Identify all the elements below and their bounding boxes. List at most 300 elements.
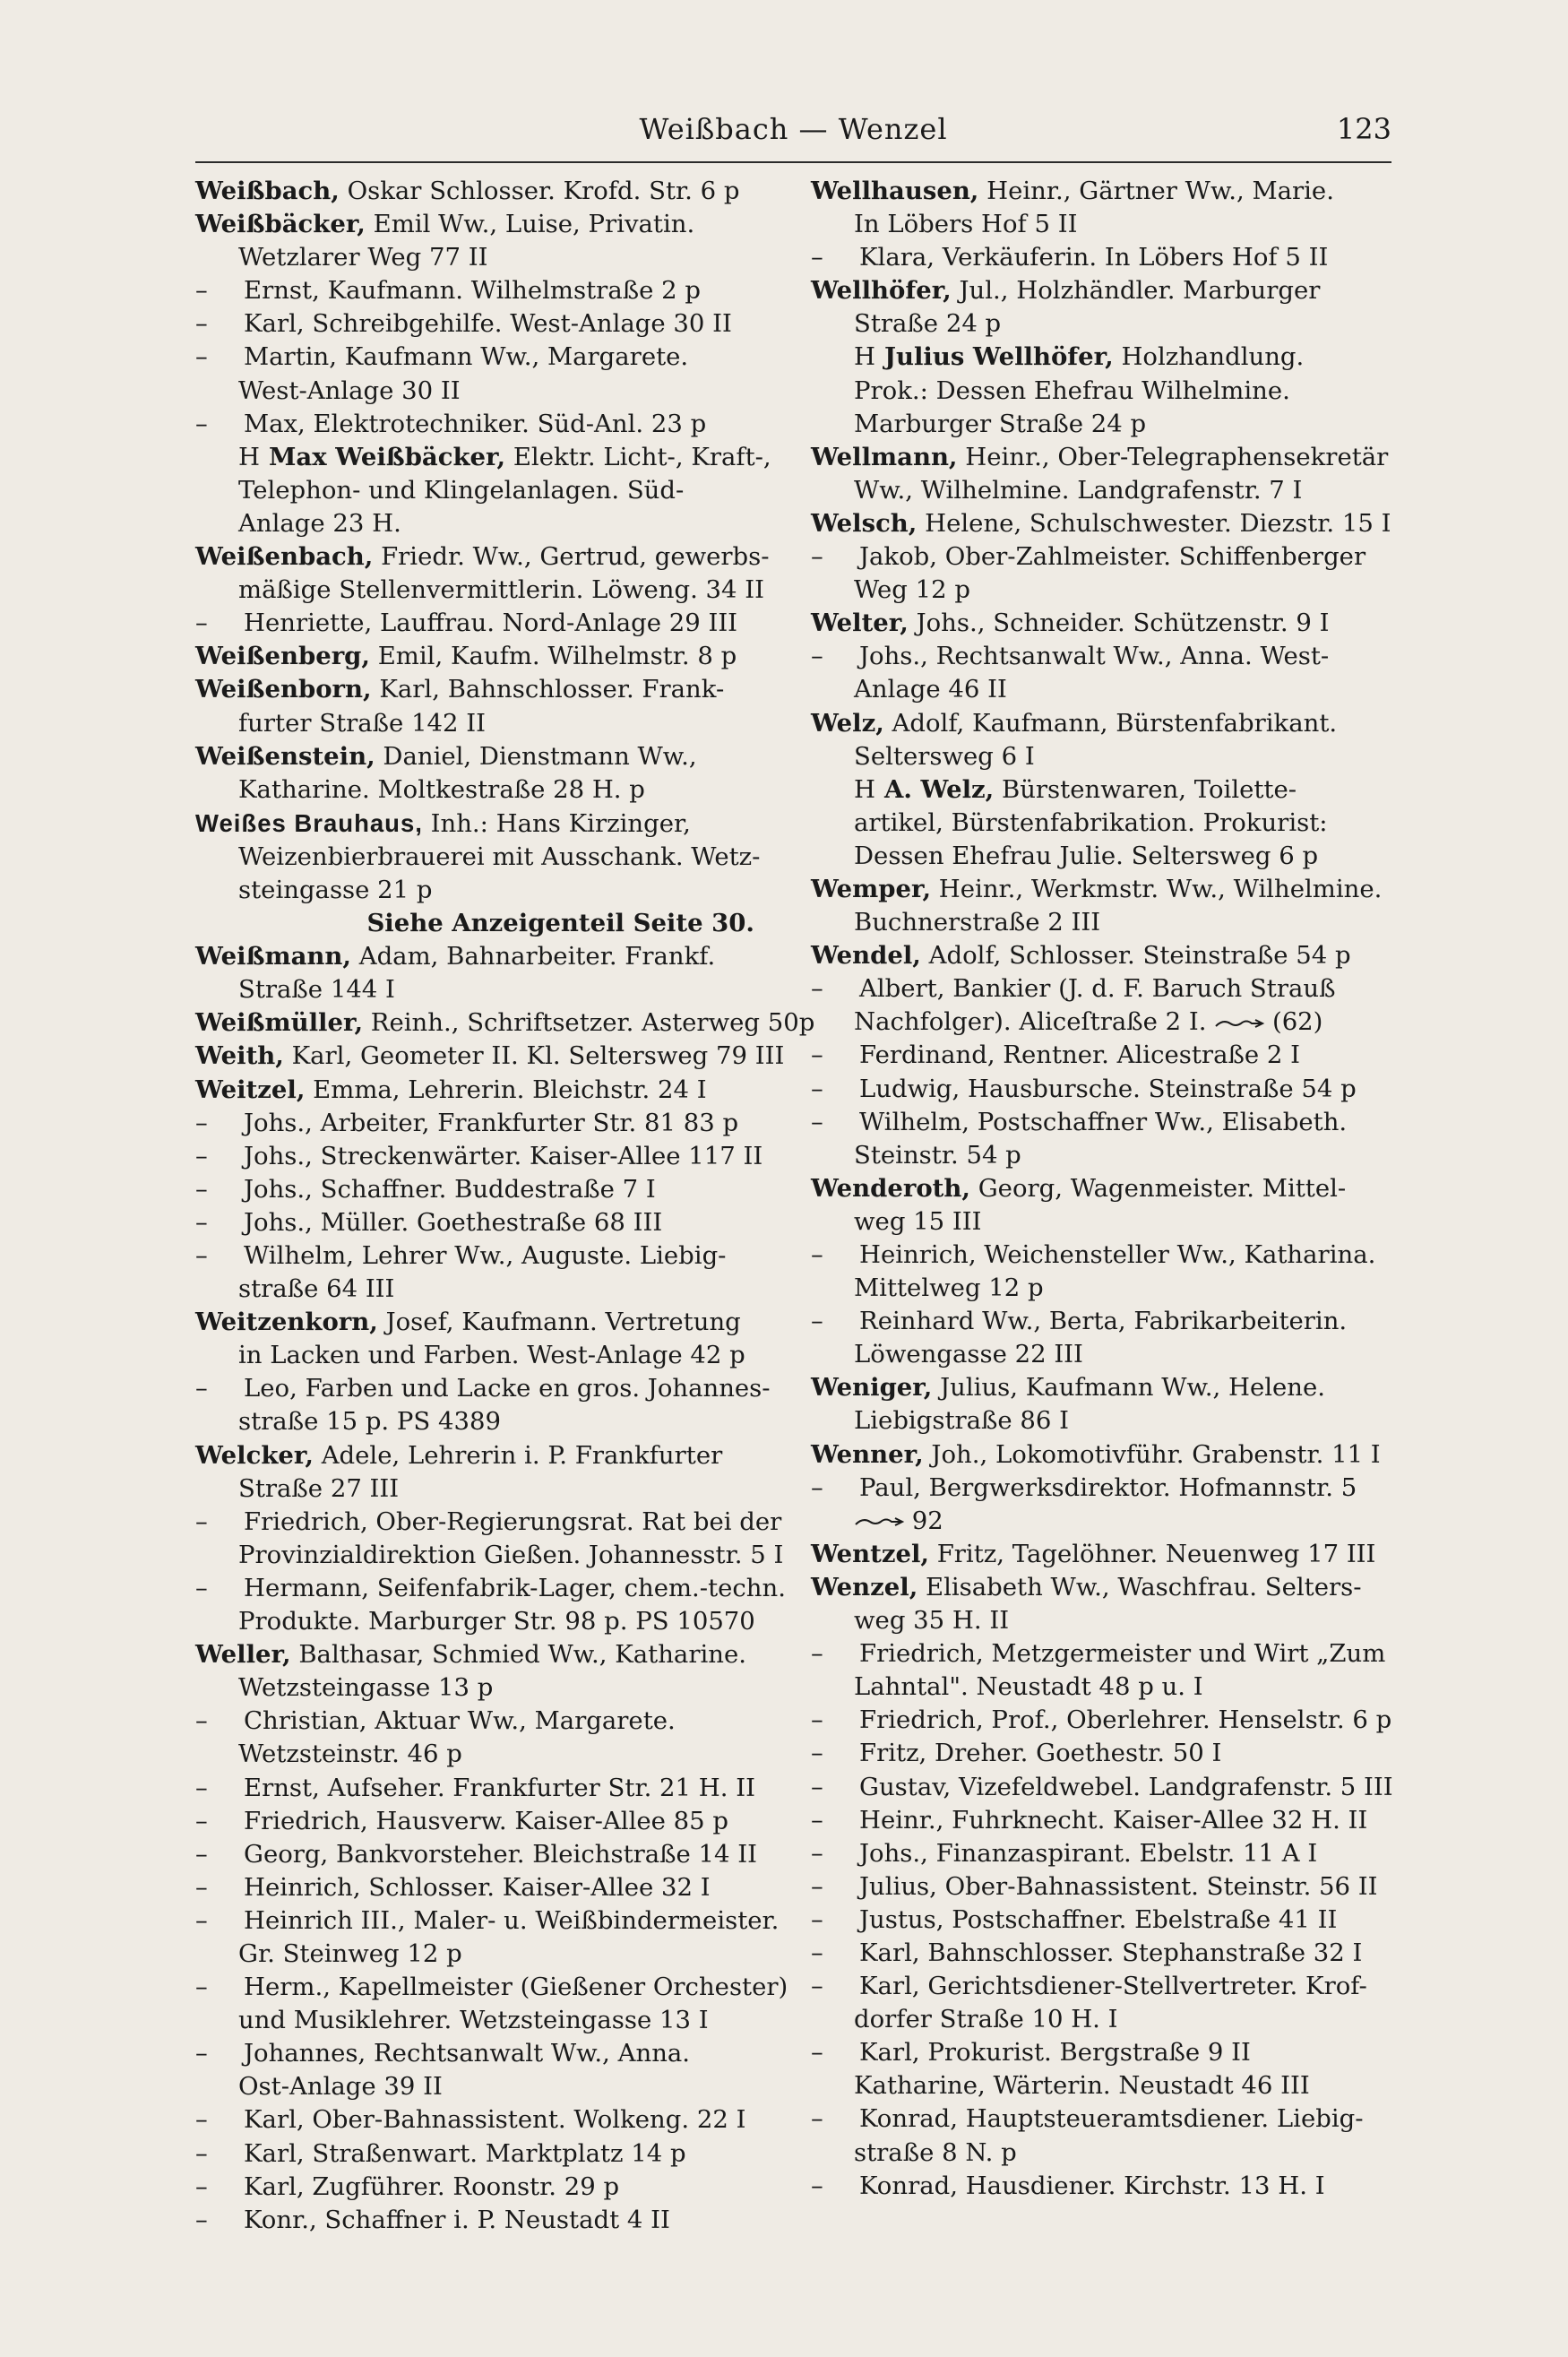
page-header (195, 112, 1391, 153)
continuation-line (811, 2069, 1374, 2102)
entry-surname: Weißmann, (195, 942, 351, 971)
entry-details: Friedrich, Hausverw. Kaiser-Allee 85 p (244, 1806, 728, 1835)
entry-details: Ferdinand, Rentner. Alicestraße 2 I (859, 1040, 1300, 1070)
entry-details: Heinrich III., Maler- u. Weißbindermeister. (244, 1905, 780, 1935)
entry-details: Weizenbierbrauerei mit Ausschank. Wetz- (238, 842, 761, 871)
sub-entry (195, 2137, 758, 2171)
entry-details: Adolf, Schlosser. Steinstraße 54 p (920, 941, 1351, 971)
continuation-line (195, 874, 758, 907)
entry-details: Ernst, Aufseher. Frankfurter Str. 21 H. II (244, 1773, 755, 1802)
sub-entry (811, 1737, 1374, 1770)
directory-entry (195, 740, 758, 773)
entry-details: Karl, Zugführer. Roonstr. 29 p (244, 2171, 620, 2201)
entry-details: Wetzsteingasse 13 p (238, 1673, 494, 1703)
entry-details: Helene, Schulschwester. Diezstr. 15 I (917, 508, 1391, 538)
ditto-dash: – (195, 2138, 208, 2168)
directory-entry (811, 607, 1374, 640)
ditto-dash: – (195, 2039, 208, 2068)
entry-surname: Wenzel, (811, 1572, 918, 1602)
entry-details: Produkte. Marburger Str. 98 p. PS 10570 (238, 1607, 755, 1636)
sub-entry (195, 1239, 758, 1273)
entry-details: und Musiklehrer. Wetzsteingasse 13 I (238, 2006, 709, 2035)
ditto-dash: – (195, 2171, 208, 2201)
telephone-icon (854, 1514, 904, 1530)
entry-details: Emil, Kaufm. Wilhelmstr. 8 p (369, 642, 737, 671)
entry-details: Holzhandlung. (1113, 342, 1305, 372)
register-marker: H (854, 774, 875, 804)
entry-details: Karl, Bahnschlosser. Frank- (371, 675, 725, 704)
directory-entry (811, 1538, 1374, 1571)
sub-entry (195, 607, 758, 640)
continuation-line (811, 2137, 1374, 2170)
entry-details: Katharine. Moltkestraße 28 H. p (238, 774, 645, 804)
entry-details: Provinzialdirektion Gießen. Johannesstr. 5 I (238, 1540, 784, 1569)
entry-surname: Weitzenkorn, (195, 1308, 378, 1337)
ditto-dash: – (195, 1108, 208, 1137)
entry-details: Anlage 23 H. (238, 508, 401, 538)
sub-entry (195, 307, 758, 341)
continuation-line (811, 474, 1374, 507)
continuation-line (195, 973, 758, 1006)
entry-details: Balthasar, Schmied Ww., Katharine. (290, 1640, 746, 1670)
entry-details: Johs., Schaffner. Buddestraße 7 I (244, 1174, 656, 1204)
continuation-line (811, 840, 1374, 873)
entry-details: Buchnerstraße 2 III (854, 908, 1101, 937)
entry-details: Julius, Kaufmann Ww., Helene. (932, 1373, 1326, 1403)
continuation-line (195, 507, 758, 540)
continuation-line (195, 375, 758, 408)
entry-details: Emil Ww., Luise, Privatin. (365, 210, 695, 239)
ditto-dash: – (811, 542, 823, 572)
entry-surname: Wellmann, (811, 442, 958, 471)
sub-entry (195, 1904, 780, 1938)
entry-details: Johs., Schneider. Schützenstr. 9 I (908, 609, 1330, 638)
continuation-line (195, 241, 758, 274)
sub-entry (195, 1805, 758, 1838)
sub-entry (195, 1506, 782, 1539)
directory-entry (195, 540, 770, 574)
sub-entry (811, 540, 1374, 574)
sub-entry (811, 1039, 1374, 1072)
sub-entry (811, 1904, 1374, 1937)
entry-details: Gr. Steinweg 12 p (238, 1938, 462, 1968)
continuation-line (195, 574, 765, 607)
firm-name: Max Weißbäcker, (268, 442, 506, 471)
entry-details: mäßige Stellenvermittlerin. Löweng. 34 II (238, 575, 765, 605)
ditto-dash: – (811, 1805, 823, 1835)
header-rule (195, 161, 1391, 163)
entry-surname: Wendel, (811, 941, 921, 971)
entry-surname: Wentzel, (811, 1539, 929, 1568)
ditto-dash: – (811, 1074, 823, 1103)
directory-entry (811, 1438, 1381, 1472)
sub-entry (195, 1971, 788, 2004)
continuation-line (811, 1139, 1374, 1172)
entry-surname: Weißbäcker, (195, 210, 366, 239)
firm-entry (811, 341, 1374, 374)
continuation-line (811, 906, 1374, 939)
entry-details: Prok.: Dessen Ehefrau Wilhelmine. (854, 376, 1290, 405)
continuation-line (195, 1472, 758, 1506)
ditto-dash: – (195, 1973, 208, 2002)
continuation-line (811, 375, 1374, 408)
directory-entry (195, 1074, 758, 1107)
entry-details: Wetzlarer Weg 77 II (238, 243, 488, 272)
entry-surname: Weith, (195, 1041, 284, 1071)
continuation-line (195, 841, 761, 874)
continuation-line (195, 707, 758, 740)
telephone-number: (62) (1264, 1007, 1323, 1037)
ditto-dash: – (195, 276, 208, 306)
entry-details: Reinh., Schriftsetzer. Asterweg 50p (363, 1008, 815, 1038)
entry-details: Herm., Kapellmeister (Gießener Orchester) (244, 1973, 788, 2002)
entry-details: Gustav, Vizefeldwebel. Landgrafenstr. 5 III (859, 1772, 1393, 1801)
entry-details: Christian, Aktuar Ww., Margarete. (244, 1706, 676, 1736)
directory-entry (811, 707, 1374, 740)
entry-details: weg 35 H. II (854, 1606, 1010, 1636)
entry-details: Nachfolger). Aliceſtraße 2 I. (854, 1007, 1207, 1037)
directory-entry (811, 873, 1383, 906)
directory-entry (195, 1439, 758, 1472)
ditto-dash: – (195, 1573, 208, 1602)
ditto-dash: – (195, 1872, 208, 1902)
sub-entry (195, 1107, 758, 1140)
entry-details: Georg, Bankvorsteher. Bleichstraße 14 II (244, 1839, 758, 1869)
entry-surname: Weißbach, (195, 177, 340, 205)
entry-details: Karl, Prokurist. Bergstraße 9 II (859, 2038, 1251, 2068)
sub-entry (811, 2170, 1374, 2203)
ditto-dash: – (811, 1838, 823, 1868)
continuation-line (811, 574, 1374, 607)
entry-surname: Weißes Brauhaus, (195, 808, 423, 837)
directory-entry (195, 1306, 758, 1339)
ditto-dash: – (195, 409, 208, 438)
firm-name: Julius Wellhöfer, (883, 342, 1114, 372)
sub-entry (195, 2171, 758, 2204)
entry-details: steingasse 21 p (238, 875, 433, 904)
sub-entry (195, 408, 758, 441)
firm-name: A. Welz, (883, 774, 995, 804)
entry-surname: Wellhöfer, (811, 276, 952, 306)
telephone-line (811, 1505, 1374, 1538)
entry-details: Ludwig, Hausbursche. Steinstraße 54 p (859, 1074, 1357, 1103)
ditto-dash: – (811, 1972, 823, 2001)
sub-entry (195, 1705, 758, 1738)
continuation-line (811, 2003, 1374, 2036)
directory-entry (811, 1172, 1374, 1205)
continuation-line (811, 307, 1374, 341)
entry-surname: Weißenberg, (195, 642, 370, 671)
entry-details: Steinstr. 54 p (854, 1140, 1021, 1170)
continuation-line (195, 474, 758, 507)
entry-surname: Wenderoth, (811, 1173, 970, 1203)
entry-details: Karl, Gerichtsdiener-Stellvertreter. Krof- (859, 1972, 1367, 2001)
entry-details: Johs., Rechtsanwalt Ww., Anna. West- (859, 642, 1330, 671)
ditto-dash: – (195, 1806, 208, 1835)
entry-surname: Welz, (811, 708, 884, 738)
ditto-dash: – (195, 2205, 208, 2234)
entry-details: Friedr. Ww., Gertrud, gewerbs- (373, 542, 770, 572)
entry-details: Josef, Kaufmann. Vertretung (377, 1308, 741, 1337)
continuation-line (811, 208, 1374, 241)
entry-details: Martin, Kaufmann Ww., Margarete. (244, 342, 689, 372)
entry-details: Elisabeth Ww., Waschfrau. Selters- (918, 1572, 1362, 1602)
entry-details: Karl, Bahnschlosser. Stephanstraße 32 I (859, 1938, 1363, 1967)
ditto-dash: – (195, 342, 208, 372)
entry-details: Johs., Arbeiter, Frankfurter Str. 81 83 p (244, 1108, 739, 1137)
entry-details: Paul, Bergwerksdirektor. Hofmannstr. 5 (859, 1472, 1357, 1502)
continuation-line (811, 1604, 1374, 1637)
entry-details: Friedrich, Metzgermeister und Wirt „Zum (859, 1639, 1386, 1669)
ditto-dash: – (811, 1904, 823, 1934)
sub-entry (811, 1870, 1378, 1904)
entry-details: straße 15 p. PS 4389 (238, 1407, 501, 1437)
entry-surname: Wemper, (811, 874, 932, 903)
entry-details: Konrad, Hauptsteueramtsdiener. Liebig- (859, 2104, 1364, 2134)
register-marker: H (238, 442, 260, 471)
entry-details: In Löbers Hof 5 II (854, 210, 1078, 239)
continuation-line (195, 1339, 758, 1372)
entry-details: Georg, Wagenmeister. Mittel- (969, 1173, 1347, 1203)
entry-details: Klara, Verkäuferin. In Löbers Hof 5 II (859, 243, 1329, 272)
entry-details: Adele, Lehrerin i. P. Frankfurter (313, 1440, 723, 1470)
ditto-dash: – (811, 1240, 823, 1269)
sub-entry (195, 1572, 786, 1605)
directory-entry (811, 1571, 1374, 1604)
sub-entry (811, 1771, 1393, 1804)
register-marker: H (854, 342, 875, 372)
directory-entry (195, 640, 758, 673)
entry-details: Jakob, Ober-Zahlmeister. Schiffenberger (859, 542, 1366, 572)
entry-details: Liebigstraße 86 I (854, 1406, 1070, 1436)
telephone-line (811, 1006, 1374, 1039)
entry-details: Karl, Schreibgehilfe. West-Anlage 30 II (244, 309, 732, 339)
sub-entry (195, 2204, 758, 2237)
sub-entry (811, 640, 1374, 673)
entry-details: Max, Elektrotechniker. Süd-Anl. 23 p (244, 409, 707, 438)
sub-entry (195, 2103, 758, 2137)
continuation-line (195, 1738, 758, 1771)
entry-details: Hermann, Seifenfabrik-Lager, chem.-techn. (244, 1573, 786, 1602)
entry-details: Mittelweg 12 p (854, 1273, 1044, 1303)
entry-details: Reinhard Ww., Berta, Fabrikarbeiterin. (859, 1307, 1348, 1336)
sub-entry (811, 1837, 1374, 1870)
sub-entry (195, 341, 758, 374)
entry-details: Konrad, Hausdiener. Kirchstr. 13 H. I (859, 2171, 1325, 2200)
ditto-dash: – (811, 1639, 823, 1669)
entry-details: Dessen Ehefrau Julie. Seltersweg 6 p (854, 841, 1319, 870)
sub-entry (195, 274, 758, 307)
entry-details: Johannes, Rechtsanwalt Ww., Anna. (244, 2039, 691, 2068)
right-column (811, 175, 1393, 2203)
ditto-dash: – (195, 1839, 208, 1869)
continuation-line (195, 1273, 758, 1306)
sub-entry (811, 1305, 1374, 1338)
entry-details: Heinr., Gärtner Ww., Marie. (978, 177, 1334, 205)
entry-details: Johs., Müller. Goethestraße 68 III (244, 1207, 663, 1237)
entry-details: Leo, Farben und Lacke en gros. Johannes- (244, 1374, 771, 1403)
sub-entry (811, 1970, 1374, 2003)
ditto-dash: – (811, 1739, 823, 1768)
entry-details: Jul., Holzhändler. Marburger (951, 276, 1321, 306)
entry-details: furter Straße 142 II (238, 708, 487, 738)
continuation-line (811, 1338, 1374, 1371)
sub-entry (195, 1772, 758, 1805)
sub-entry (811, 1239, 1374, 1272)
entry-details: Daniel, Dienstmann Ww., (375, 741, 697, 771)
ditto-dash: – (811, 642, 823, 671)
entry-details: weg 15 III (854, 1206, 982, 1236)
entry-details: Wetzsteinstr. 46 p (238, 1740, 462, 1769)
entry-details: Ernst, Kaufmann. Wilhelmstraße 2 p (244, 276, 701, 306)
ditto-dash: – (811, 2171, 823, 2200)
entry-details: Julius, Ober-Bahnassistent. Steinstr. 56 II (859, 1871, 1378, 1901)
entry-details: Löwengasse 22 III (854, 1340, 1083, 1369)
continuation-line (195, 2004, 758, 2037)
continuation-line (811, 807, 1374, 840)
ditto-dash: – (811, 1307, 823, 1336)
entry-details: Johs., Streckenwärter. Kaiser-Allee 117 II (244, 1141, 763, 1170)
sub-entry (811, 1472, 1374, 1505)
continuation-line (811, 408, 1374, 441)
ditto-dash: – (811, 1938, 823, 1967)
ditto-dash: – (195, 1374, 208, 1403)
entry-details: Heinrich, Schlosser. Kaiser-Allee 32 I (244, 1872, 711, 1902)
entry-details: Heinr., Ober-Telegraphensekretär (957, 442, 1389, 471)
sub-entry (811, 1804, 1374, 1837)
entry-details: Lahntal". Neustadt 48 p u. I (854, 1672, 1203, 1702)
entry-details: Katharine, Wärterin. Neustadt 46 III (854, 2071, 1310, 2101)
entry-details: Ww., Wilhelmine. Landgrafenstr. 7 I (854, 475, 1303, 505)
entry-details: Fritz, Dreher. Goethestr. 50 I (859, 1739, 1222, 1768)
sub-entry (195, 1372, 771, 1405)
entry-details: Friedrich, Prof., Oberlehrer. Henselstr. 6 p (859, 1705, 1392, 1735)
entry-details: in Lacken und Farben. West-Anlage 42 p (238, 1341, 745, 1370)
directory-entry (195, 1006, 815, 1040)
entry-surname: Weißmüller, (195, 1008, 364, 1038)
continuation-line (195, 1405, 758, 1438)
entry-details: Friedrich, Ober-Regierungsrat. Rat bei der (244, 1507, 782, 1536)
entry-details: Ost-Anlage 39 II (238, 2072, 443, 2102)
sub-entry (811, 2036, 1374, 2069)
ditto-dash: – (195, 1141, 208, 1170)
ditto-dash: – (811, 1472, 823, 1502)
sub-entry (811, 241, 1374, 274)
directory-entry (811, 507, 1391, 540)
continuation-line (195, 1539, 784, 1572)
entry-surname: Weißenstein, (195, 741, 375, 771)
entry-details: Johs., Finanzaspirant. Ebelstr. 11 A I (859, 1838, 1318, 1868)
entry-details: Karl, Ober-Bahnassistent. Wolkeng. 22 I (244, 2105, 746, 2135)
entry-details: Oskar Schlosser. Krofd. Str. 6 p (339, 177, 740, 205)
entry-surname: Weniger, (811, 1373, 933, 1403)
entry-surname: Welsch, (811, 508, 918, 538)
entry-details: Wilhelm, Lehrer Ww., Auguste. Liebig- (244, 1241, 727, 1270)
entry-details: Karl, Straßenwart. Marktplatz 14 p (244, 2138, 686, 2168)
ditto-dash: – (811, 2038, 823, 2068)
ditto-dash: – (811, 243, 823, 272)
sub-entry (811, 1704, 1392, 1737)
entry-surname: Weißenborn, (195, 675, 372, 704)
entry-details: dorfer Straße 10 H. I (854, 2005, 1118, 2034)
ditto-dash: – (195, 1207, 208, 1237)
continuation-line (811, 1272, 1374, 1305)
directory-entry (811, 175, 1374, 208)
page-number: 123 (1336, 112, 1391, 146)
entry-details: Heinr., Werkmstr. Ww., Wilhelmine. (931, 874, 1383, 903)
sub-entry (811, 972, 1374, 1006)
entry-details: Seltersweg 6 I (854, 741, 1035, 771)
entry-surname: Weitzel, (195, 1075, 306, 1104)
advertisement-reference: Siehe Anzeigenteil Seite 30. (366, 909, 754, 938)
sub-entry (195, 1838, 758, 1871)
entry-surname: Welter, (811, 609, 909, 638)
left-column (195, 175, 815, 2237)
sub-entry (195, 1871, 758, 1904)
entry-details: Emma, Lehrerin. Bleichstr. 24 I (305, 1075, 707, 1104)
continuation-line (195, 1938, 758, 1971)
entry-surname: Wenner, (811, 1439, 924, 1469)
directory-entry (811, 274, 1374, 307)
ditto-dash: – (811, 1772, 823, 1801)
ditto-dash: – (195, 1174, 208, 1204)
directory-entry (195, 175, 758, 208)
ditto-dash: – (195, 309, 208, 339)
sub-entry (811, 1106, 1374, 1139)
entry-details: Albert, Bankier (J. d. F. Baruch Strauß (859, 974, 1336, 1004)
continuation-line (811, 673, 1374, 706)
entry-details: Weg 12 p (854, 575, 970, 605)
directory-entry (811, 441, 1389, 474)
ditto-dash: – (811, 1107, 823, 1136)
sub-entry (195, 1140, 763, 1173)
entry-details: Karl, Geometer II. Kl. Seltersweg 79 III (283, 1041, 785, 1071)
continuation-line (811, 1671, 1374, 1704)
ditto-dash: – (195, 2105, 208, 2135)
entry-details: West-Anlage 30 II (238, 376, 461, 405)
ditto-dash: – (195, 1773, 208, 1802)
telephone-icon (1214, 1015, 1264, 1032)
directory-entry (811, 939, 1374, 972)
entry-details: Telephon- und Klingelanlagen. Süd- (238, 475, 685, 505)
entry-surname: Welcker, (195, 1440, 314, 1470)
directory-entry (195, 1638, 758, 1671)
entry-details: Inh.: Hans Kirzinger, (422, 808, 691, 838)
entry-details: straße 8 N. p (854, 2137, 1017, 2167)
sub-entry (811, 1073, 1374, 1106)
sub-entry (195, 2037, 758, 2070)
entry-details: Joh., Lokomotivführ. Grabenstr. 11 I (923, 1439, 1381, 1469)
entry-surname: Wellhausen, (811, 177, 979, 205)
ditto-dash: – (195, 1241, 208, 1270)
entry-surname: Weißenbach, (195, 542, 374, 572)
sub-entry (811, 1637, 1386, 1671)
entry-details: Adam, Bahnarbeiter. Frankf. (350, 942, 716, 971)
entry-surname: Weller, (195, 1640, 291, 1670)
entry-details: Straße 27 III (238, 1473, 400, 1503)
entry-details: Marburger Straße 24 p (854, 409, 1147, 438)
firm-entry (195, 441, 771, 474)
ditto-dash: – (811, 2104, 823, 2134)
entry-details: Straße 144 I (238, 975, 395, 1005)
entry-details: Fritz, Tagelöhner. Neuenweg 17 III (928, 1539, 1376, 1568)
telephone-number: 92 (904, 1506, 943, 1535)
ditto-dash: – (195, 1706, 208, 1736)
directory-entry (195, 208, 758, 241)
directory-entry (811, 1371, 1374, 1404)
ditto-dash: – (811, 1040, 823, 1070)
continuation-line (195, 1671, 758, 1705)
